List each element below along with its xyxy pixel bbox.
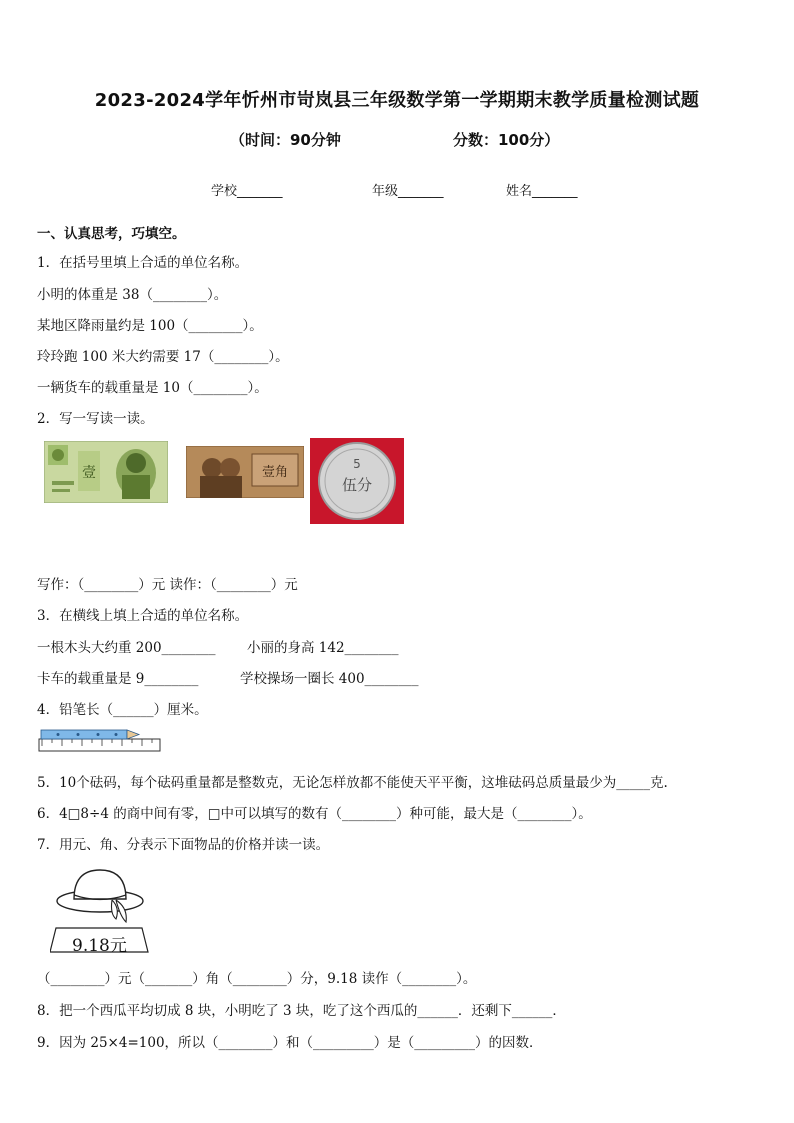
q5-stem: 5．10个砝码，每个砝码重量都是整数克，无论怎样放都不能使天平平衡，这堆砝码总质量最少为_____克. — [37, 775, 668, 791]
q3-stem: 3．在横线上填上合适的单位名称。 — [37, 608, 249, 624]
q9-stem: 9．因为 25×4=100，所以（________）和（_________）是（_________）的因数． — [37, 1035, 543, 1051]
q6-stem: 6．4□8÷4 的商中间有零，□中可以填写的数有（________）种可能，最大是（________）。 — [37, 806, 592, 822]
banknote-character: 壹 — [82, 465, 96, 481]
one-jiao-banknote-image — [186, 446, 304, 498]
page-title: 2023-2024学年忻州市岢岚县三年级数学第一学期期末教学质量检测试题 — [94, 90, 700, 111]
jiao-note-text: 壹角 — [261, 465, 289, 480]
exam-time: （时间：90分钟 — [230, 131, 341, 149]
q2-stem: 2．写一写读一读。 — [37, 411, 154, 427]
q3-item: 小丽的身高 142________ — [247, 640, 399, 656]
coin-text: 伍分 — [341, 476, 373, 494]
school-field: 学校_______ — [211, 184, 283, 199]
one-yuan-banknote-image — [44, 441, 168, 503]
exam-score: 分数：100分） — [453, 131, 560, 149]
q3-item: 卡车的载重量是 9________ — [37, 671, 199, 687]
pencil-ruler-image — [38, 727, 162, 753]
q1-item: 某地区降雨量约是 100（________）。 — [37, 318, 263, 334]
section-heading: 一、认真思考，巧填空。 — [37, 226, 186, 242]
q1-item: 小明的体重是 38（________）。 — [37, 287, 228, 303]
q4-stem: 4．铅笔长（______）厘米。 — [37, 702, 208, 718]
q3-item: 一根木头大约重 200________ — [37, 640, 216, 656]
name-field: 姓名_______ — [506, 184, 578, 199]
five-fen-coin-image — [310, 438, 404, 524]
q1-stem: 1．在括号里填上合适的单位名称。 — [37, 255, 249, 271]
q2-answer-line: 写作：（________）元 读作：（________）元 — [37, 577, 298, 593]
coin-value: 5 — [353, 457, 361, 471]
q1-item: 玲玲跑 100 米大约需要 17（________）。 — [37, 349, 289, 365]
q7-answer-line: （________）元（_______）角（________）分，9.18 读作（________）。 — [37, 971, 477, 987]
price-label: 9.18元 — [72, 936, 127, 956]
q3-item: 学校操场一圈长 400________ — [240, 671, 419, 687]
grade-field: 年级_______ — [372, 184, 444, 199]
q7-stem: 7．用元、角、分表示下面物品的价格并读一读。 — [37, 837, 330, 853]
q1-item: 一辆货车的载重量是 10（________）。 — [37, 380, 268, 396]
q8-stem: 8．把一个西瓜平均切成 8 块，小明吃了 3 块，吃了这个西瓜的______．还剩下______． — [37, 1003, 566, 1019]
